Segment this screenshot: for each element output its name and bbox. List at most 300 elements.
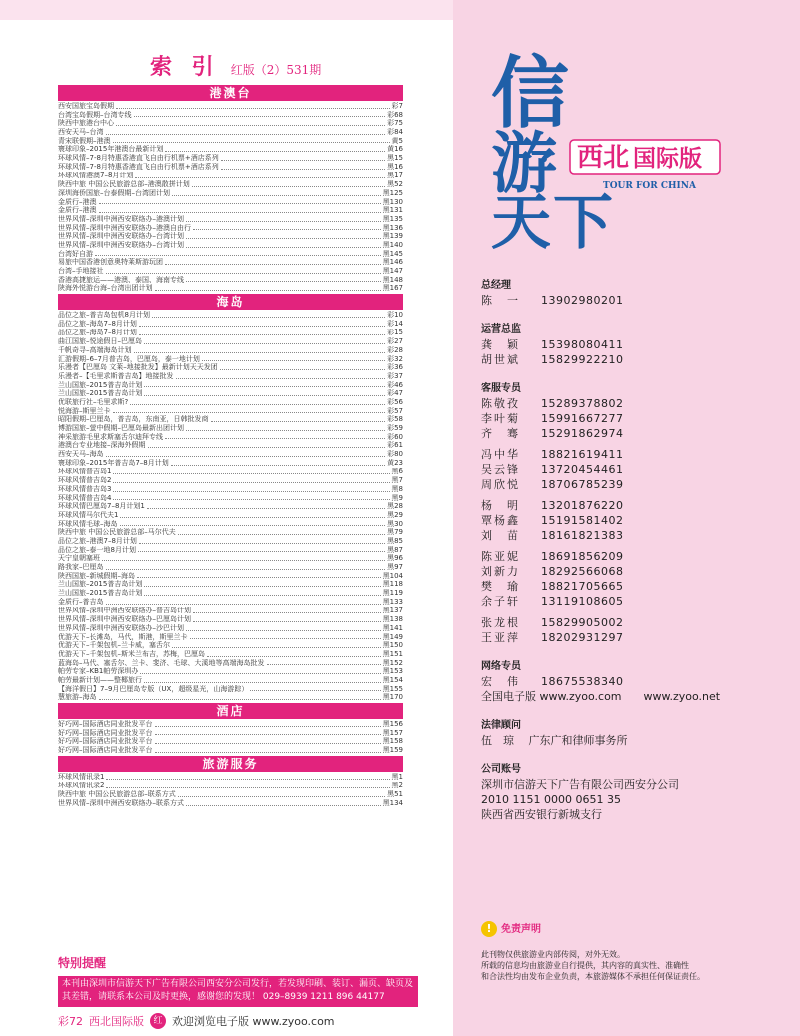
- entry-title: 西安天马–台湾: [58, 128, 104, 137]
- dot-leader: [171, 465, 385, 466]
- entry-title: 世界风情–深圳中洲西安联络办–巴厘岛计划: [58, 615, 191, 624]
- account-line-3: 陕西省西安银行新城支行: [481, 808, 602, 821]
- index-entry: [58, 546, 403, 555]
- dot-leader: [221, 160, 385, 161]
- entry-page: 黑149: [382, 632, 403, 641]
- index-entry: [58, 381, 403, 390]
- entry-page: 彩37: [387, 371, 403, 380]
- staff-person: [481, 615, 781, 630]
- web-edition-line: 全国电子版 www.zyoo.com www.zyoo.net: [481, 690, 721, 703]
- entry-title: 环球风情普吉岛1: [58, 467, 112, 476]
- entry-title: 陕西国旅–新城假期–海岛: [58, 571, 135, 580]
- law-line: 伍 琼 广东广和律师事务所: [481, 734, 628, 747]
- entry-title: 金质行–港澳: [58, 206, 97, 215]
- staff-person: [481, 564, 781, 579]
- person-name: 宏 伟: [481, 675, 520, 688]
- staff-person: [481, 528, 781, 543]
- index-header: [150, 50, 321, 80]
- notice-title: 特别提醒: [58, 956, 107, 970]
- index-entry: [58, 407, 403, 416]
- entry-title: 兰山国旅–2015普吉岛计划: [58, 389, 143, 398]
- dot-leader: [165, 438, 385, 439]
- entry-page: 黑140: [382, 241, 403, 249]
- index-entry: [58, 250, 403, 259]
- entry-page: 黑134: [382, 798, 403, 807]
- entry-title: 路我家–巴厘岛: [58, 563, 104, 572]
- dot-leader: [106, 456, 386, 457]
- entry-title: 环球风情普吉岛4: [58, 493, 112, 502]
- entry-title: 环球风情普吉岛3: [58, 484, 112, 493]
- dot-leader: [250, 690, 380, 691]
- dot-leader: [193, 229, 381, 230]
- disclaimer-line-3: 和合法性均由发布企业负责，本旅游媒体不承担任何保证责任。: [481, 972, 705, 981]
- entry-page: 黑97: [387, 563, 403, 572]
- entry-page: 黑130: [382, 197, 403, 206]
- entry-title: 好巧网–国际酒店同业批发平台: [58, 746, 153, 755]
- index-entry: [58, 119, 403, 128]
- entry-title: 易旅中国香港创意奥特莱斯游玩团: [58, 258, 163, 267]
- dot-leader: [172, 647, 381, 648]
- index-edition: 红版（2）531期: [230, 63, 322, 77]
- entry-title: 青宋联假期–港澳: [58, 136, 111, 145]
- index-entry: [58, 659, 403, 668]
- disclaimer-line-1: 此刊物仅供旅游业内部传阅，对外无效。: [481, 950, 625, 959]
- entry-page: 黑156: [382, 720, 403, 729]
- dot-leader: [178, 534, 385, 535]
- entry-title: 环球风情–7-8月特惠香港直飞自由行机票+酒店系列: [58, 162, 219, 171]
- entry-page: 黑150: [382, 641, 403, 650]
- entry-page: 黑135: [382, 214, 403, 223]
- entry-title: 寰球印象–2015年普吉岛7–8月计划: [58, 458, 169, 467]
- entry-title: 世界风情–深圳中洲西安联络办–港澳自由行: [58, 223, 191, 232]
- dot-leader: [116, 125, 385, 126]
- entry-title: 陕海外悦游台海–台湾出团计划: [58, 284, 153, 293]
- entry-title: 慧旅游–海岛: [58, 693, 97, 702]
- logo-char-xin: 信: [491, 49, 570, 139]
- person-name: 王亚萍: [481, 631, 520, 644]
- entry-page: 彩61: [387, 441, 403, 450]
- entry-title: 悦海游–斯里兰卡: [58, 406, 111, 415]
- staff-person: [481, 477, 781, 492]
- index-entry: [58, 729, 403, 738]
- person-phone: 13720454461: [541, 463, 624, 476]
- index-entry: [58, 598, 403, 607]
- staff-person: [481, 549, 781, 564]
- entry-title: 世界风情–深圳中洲西安联络办–台湾计划: [58, 232, 184, 241]
- entry-title: 品位之旅–港澳7–8月计划: [58, 537, 137, 545]
- dot-leader: [113, 499, 389, 500]
- entry-title: 优联旅行社–毛里求斯?: [58, 398, 129, 406]
- person-phone: 13119108605: [541, 595, 624, 608]
- entry-title: 【海洋假日】7–9月巴厘岛专版（UX，超级星光，山海游踪）: [58, 684, 249, 693]
- index-entry: [58, 145, 403, 154]
- entry-title: 品位之旅–海岛7–8月计划: [58, 328, 137, 337]
- person-name: 陈敬孜: [481, 397, 520, 410]
- index-entry: [58, 720, 403, 729]
- entry-title: 世界风情–深圳中洲西安联络办–联系方式: [58, 798, 184, 807]
- index-entry: [58, 284, 403, 293]
- entry-page: 彩58: [387, 415, 403, 424]
- account-title: 公司账号: [481, 764, 521, 775]
- index-entry: [58, 693, 403, 702]
- dot-leader: [152, 317, 385, 318]
- dot-leader: [186, 247, 381, 248]
- person-phone: 18691856209: [541, 550, 624, 563]
- index-entry: [58, 441, 403, 450]
- entry-title: 台湾宝岛假期–台湾专线: [58, 110, 132, 119]
- entry-page: 黑146: [382, 258, 403, 267]
- entry-page: 彩46: [387, 380, 403, 389]
- dot-leader: [193, 621, 381, 622]
- dot-leader: [144, 395, 385, 396]
- person-phone: 15291862974: [541, 427, 624, 440]
- dot-leader: [186, 430, 385, 431]
- entry-title: 环球风情港澳7–8月计划: [58, 171, 134, 180]
- index-entry: [58, 206, 403, 215]
- entry-title: 蓝海岛–马代、塞舌尔、兰卡、斐济、毛球、大溪地等高端海岛批发: [58, 658, 265, 667]
- entry-page: 黑139: [382, 232, 403, 241]
- dot-leader: [190, 638, 381, 639]
- gm-list: [481, 293, 781, 308]
- entry-title: 优游天下–长滩岛，马代，斯港，斯里兰卡: [58, 632, 188, 641]
- entry-page: 黑96: [387, 554, 403, 563]
- disclaimer-label: 免责声明: [501, 923, 541, 935]
- entry-title: 金质行–港澳: [58, 197, 97, 206]
- entry-title: 西安天马–海岛: [58, 450, 104, 459]
- staff-person: [481, 579, 781, 594]
- page-footer: [58, 1013, 335, 1029]
- logo-english: TOUR FOR CHINA: [603, 181, 696, 191]
- index-entry: [58, 311, 403, 320]
- index-entry: [58, 773, 403, 782]
- top-strip: [0, 0, 453, 20]
- staff-person: [481, 447, 781, 462]
- entry-page: 黑141: [382, 623, 403, 632]
- index-entry: [58, 572, 403, 581]
- entry-page: 黑104: [382, 571, 403, 580]
- index-entry: [58, 676, 403, 685]
- disclaimer-line-2: 所载的信息均由旅游业自行提供，其内容的真实性、准确性: [481, 961, 689, 970]
- dot-leader: [155, 726, 381, 727]
- dot-leader: [137, 577, 381, 578]
- index-entry: [58, 528, 403, 537]
- index-entry: [58, 424, 403, 433]
- logo-version: 国际版: [633, 146, 702, 172]
- entry-title: 西安国旅宝岛假期: [58, 102, 114, 110]
- logo-char-xia: 下: [553, 188, 613, 253]
- entry-page: 彩27: [387, 337, 403, 346]
- dot-leader: [186, 221, 381, 222]
- gm-title: 总经理: [481, 280, 511, 291]
- entry-title: 香港高捷旅运——港澳、泰国、海南专线: [58, 275, 184, 284]
- section-header: 酒店: [58, 703, 403, 719]
- entry-page: 黑30: [387, 519, 403, 528]
- person-phone: 18292566068: [541, 565, 624, 578]
- entry-page: 黑147: [382, 267, 403, 276]
- index-entry: [58, 337, 403, 346]
- entry-title: 陕西中旅 中国公民旅游总部–马尔代夫: [58, 528, 176, 537]
- entry-title: 港澳台专业地接–深海外假期: [58, 441, 146, 450]
- cs-list: [481, 396, 781, 645]
- entry-page: 彩14: [387, 319, 403, 328]
- dot-leader: [144, 343, 385, 344]
- index-entry: [58, 154, 403, 163]
- entry-title: 世界风情–深圳中洲西安联络办–沙巴计划: [58, 623, 184, 632]
- index-entry: [58, 258, 403, 267]
- dot-leader: [140, 673, 380, 674]
- section-header: 港澳台: [58, 85, 403, 101]
- dot-leader: [155, 743, 381, 744]
- index-entry: [58, 502, 403, 511]
- dot-leader: [99, 699, 381, 700]
- index-entry: [58, 607, 403, 616]
- entry-title: 环球风情毛球–海岛: [58, 519, 118, 528]
- dot-leader: [172, 195, 381, 196]
- dot-leader: [113, 142, 390, 143]
- entry-page: 彩7: [391, 102, 403, 110]
- entry-title: 环球风情讯录1: [58, 772, 105, 781]
- index-entry: [58, 476, 403, 485]
- dot-leader: [192, 186, 385, 187]
- staff-person: [481, 411, 781, 426]
- entry-page: 黑133: [382, 597, 403, 606]
- person-name: 周欣悦: [481, 478, 520, 491]
- entry-page: 黑125: [382, 188, 403, 197]
- entry-title: 陕西中旅 中国公民旅游总部–联系方式: [58, 790, 176, 799]
- dot-leader: [134, 352, 386, 353]
- entry-page: 黑2: [391, 781, 403, 790]
- dot-leader: [106, 569, 386, 570]
- entry-title: 天宁皇朝塞班: [58, 554, 100, 563]
- entry-title: 好巧网–国际酒店同业批发平台: [58, 737, 153, 746]
- index-entry: [58, 641, 403, 650]
- dot-leader: [102, 560, 385, 561]
- index-entry: [58, 128, 403, 137]
- entry-page: 彩10: [387, 311, 403, 320]
- staff-person: [481, 352, 781, 367]
- entry-title: 汇游假期–6–7月普吉岛，巴厘岛，泰一地计划: [58, 354, 200, 363]
- person-phone: 15398080411: [541, 338, 624, 351]
- entry-title: 台湾好自游: [58, 249, 93, 258]
- entry-title: 环球风情–7-8月特惠香港直飞自由行机票+酒店系列: [58, 154, 219, 163]
- index-entry: [58, 667, 403, 676]
- index-entry: [58, 137, 403, 146]
- dot-leader: [106, 134, 386, 135]
- entry-title: 千帆奇寻–高端海岛计划: [58, 345, 132, 354]
- person-phone: 18675538340: [541, 675, 624, 688]
- entry-page: 彩28: [387, 345, 403, 354]
- person-name: 冯中华: [481, 448, 520, 461]
- person-name: 胡世斌: [481, 353, 520, 366]
- ops-title: 运营总监: [481, 324, 521, 335]
- entry-page: 黑9: [391, 493, 403, 502]
- person-name: 刘新力: [481, 565, 520, 578]
- index-entry: [58, 102, 403, 111]
- entry-title: 博游国旅–萤中假期–巴厘岛最新出团计划: [58, 424, 184, 433]
- entry-page: 彩84: [387, 128, 403, 137]
- dot-leader: [176, 378, 386, 379]
- person-name: 李叶菊: [481, 412, 520, 425]
- staff-person: [481, 462, 781, 477]
- person-phone: 18202931297: [541, 631, 624, 644]
- index-entry: [58, 189, 403, 198]
- footer-edition: 西北国际版: [89, 1015, 144, 1028]
- entry-page: 黑17: [387, 171, 403, 180]
- index-entry: [58, 554, 403, 563]
- entry-page: 黑16: [387, 162, 403, 171]
- index-entry: [58, 799, 403, 808]
- dot-leader: [193, 612, 381, 613]
- index-entry: [58, 163, 403, 172]
- dot-leader: [147, 508, 385, 509]
- index-entry: [58, 520, 403, 529]
- dot-leader: [186, 630, 381, 631]
- logo-char-you: 游: [491, 125, 557, 202]
- person-phone: 18161821383: [541, 529, 624, 542]
- entry-title: 帕劳最新计划——整椰旅行: [58, 676, 142, 684]
- disclaimer: [481, 921, 781, 982]
- person-name: 陈 一: [481, 294, 520, 307]
- person-name: 杨 明: [481, 499, 520, 512]
- entry-page: 黑52: [387, 180, 403, 189]
- entry-title: 环球风情巴厘岛7–8月计划1: [58, 502, 145, 511]
- entry-title: 世界风情–深圳中洲西安联络办–台湾计划: [58, 241, 184, 249]
- ops-list: [481, 337, 781, 367]
- entry-page: 黑85: [387, 537, 403, 545]
- dot-leader: [138, 551, 385, 552]
- dot-leader: [178, 796, 385, 797]
- index-entry: [58, 398, 403, 407]
- index-entry: [58, 433, 403, 442]
- index-entry: [58, 468, 403, 477]
- index-entry: [58, 589, 403, 598]
- entry-page: 黑159: [382, 746, 403, 755]
- entry-page: 彩15: [387, 328, 403, 337]
- index-entry: [58, 633, 403, 642]
- staff-person: [481, 630, 781, 645]
- person-phone: 18821705665: [541, 580, 624, 593]
- entry-title: 兰山国旅–2015普吉岛计划: [58, 580, 143, 589]
- web-person: [481, 674, 781, 689]
- entry-page: 彩32: [387, 354, 403, 363]
- dot-leader: [144, 682, 381, 683]
- index-entry: [58, 511, 403, 520]
- dot-leader: [220, 369, 385, 370]
- index-entry: [58, 782, 403, 791]
- dot-leader: [144, 586, 380, 587]
- entry-page: 黑6: [391, 467, 403, 476]
- index-entry: [58, 485, 403, 494]
- entry-page: 彩75: [387, 119, 403, 128]
- staff-person: [481, 293, 781, 308]
- entry-title: 神采旅游毛里求斯塞舌尔迪拜专线: [58, 432, 163, 441]
- dot-leader: [116, 108, 390, 109]
- page-number: 彩72: [58, 1015, 83, 1028]
- entry-page: 黑148: [382, 275, 403, 284]
- dot-leader: [211, 421, 386, 422]
- entry-title: 寰球印象–2015年港澳台最新计划: [58, 145, 164, 154]
- index-entry: [58, 111, 403, 120]
- staff-person: [481, 337, 781, 352]
- dot-leader: [106, 779, 389, 780]
- warning-icon: !: [481, 921, 497, 937]
- entry-page: 黑153: [382, 667, 403, 676]
- entry-title: 兰山国旅–2015普吉岛计划: [58, 589, 143, 598]
- entry-title: 好巧网–国际酒店同业批发平台: [58, 720, 153, 729]
- entry-page: 彩68: [387, 110, 403, 119]
- dot-leader: [139, 326, 385, 327]
- index-entry: [58, 415, 403, 424]
- entry-title: 陕西中旅港台中心: [58, 119, 114, 128]
- person-phone: 15289378802: [541, 397, 624, 410]
- dot-leader: [135, 177, 385, 178]
- index-entry: [58, 790, 403, 799]
- entry-title: 昭阳假期–巴厘岛，普吉岛，东南亚，日韩批发商: [58, 415, 209, 424]
- entry-page: 黑15: [387, 154, 403, 163]
- entry-title: 好巧网–国际酒店同业批发平台: [58, 728, 153, 737]
- entry-title: 品位之旅–海岛7–8月计划: [58, 319, 137, 328]
- entry-title: 环球风情马尔代夫1: [58, 510, 119, 519]
- dot-leader: [120, 517, 385, 518]
- dot-leader: [120, 525, 386, 526]
- browse-link[interactable]: 欢迎浏览电子版 www.zyoo.com: [172, 1015, 335, 1028]
- entry-page: 黄5: [391, 136, 403, 145]
- dot-leader: [113, 491, 389, 492]
- entry-page: 黑170: [382, 693, 403, 702]
- person-name: 张龙根: [481, 616, 520, 629]
- entry-title: 台湾–手地接社: [58, 267, 104, 276]
- dot-leader: [113, 482, 389, 483]
- masthead-column: [453, 0, 800, 1036]
- index-entry: [58, 346, 403, 355]
- entry-page: 黑131: [382, 206, 403, 215]
- index-entry: [58, 563, 403, 572]
- index-entry: [58, 389, 403, 398]
- entry-title: 世界风情–深圳中洲西安联络办–港澳计划: [58, 214, 184, 223]
- person-name: 刘 苗: [481, 529, 520, 542]
- entry-page: 黑7: [391, 476, 403, 485]
- dot-leader: [155, 734, 381, 735]
- dot-leader: [139, 543, 385, 544]
- entry-page: 黑119: [382, 589, 403, 598]
- staff-person: [481, 426, 781, 441]
- entry-page: 黑87: [387, 545, 403, 554]
- dot-leader: [165, 151, 385, 152]
- dot-leader: [130, 404, 385, 405]
- entry-title: 曲江国旅–悦途假日–巴厘岛: [58, 337, 142, 346]
- entry-title: 兰山国旅–2015普吉岛计划: [58, 380, 143, 389]
- dot-leader: [144, 386, 385, 387]
- index-entry: [58, 650, 403, 659]
- logo-char-tian: 天: [491, 188, 551, 253]
- index-entry: [58, 215, 403, 224]
- cs-title: 客服专员: [481, 383, 521, 394]
- entry-page: 黑1: [391, 772, 403, 781]
- index-entry: [58, 180, 403, 189]
- dot-leader: [186, 281, 381, 282]
- index-entry: [58, 363, 403, 372]
- entry-title: 环球风情讯录2: [58, 781, 105, 790]
- dot-leader: [202, 360, 385, 361]
- staff-person: [481, 594, 781, 609]
- section-header: 旅游服务: [58, 756, 403, 772]
- dot-leader: [139, 334, 385, 335]
- entry-title: 乐漫者【巴厘岛 文莱–地接批发】最新计划天天发团: [58, 363, 218, 372]
- index-entry: [58, 459, 403, 468]
- entry-page: 彩80: [387, 450, 403, 459]
- staff-directory: [481, 276, 781, 822]
- index-entry: [58, 624, 403, 633]
